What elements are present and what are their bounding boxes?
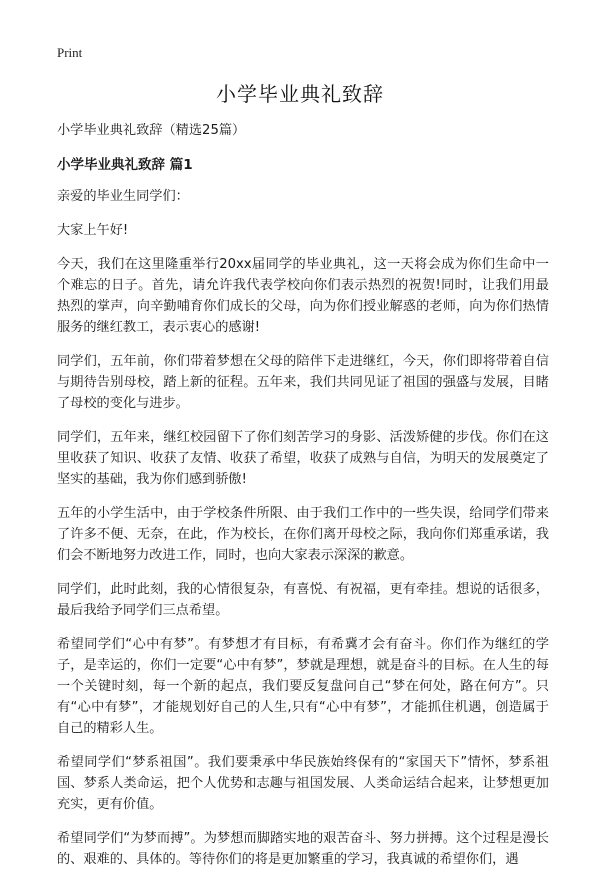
- document-subtitle: 小学毕业典礼致辞（精选25篇）: [57, 123, 246, 138]
- paragraph: 希望同学们“梦系祖国”。我们要秉承中华民族始终保有的“家国天下”情怀，梦系祖国、梦系人类命运，把个人优势和志趣与祖国发展、人类命运结合起来，让梦想更加充实，更有价值。: [57, 755, 549, 812]
- paragraph: 同学们，此时此刻，我的心情很复杂，有喜悦、有祝福，更有牵挂。想说的话很多，最后我给予同学们三点希望。: [57, 582, 549, 618]
- paragraph: 同学们，五年前，你们带着梦想在父母的陪伴下走进继红，今天，你们即将带着自信与期待告别母校，踏上新的征程。五年来，我们共同见证了祖国的强盛与发展，目睹了母校的变化与进步。: [57, 354, 549, 411]
- paragraph: 五年的小学生活中，由于学校条件所限、由于我们工作中的一些失误，给同学们带来了许多不便、无奈，在此，作为校长，在你们离开母校之际，我向你们郑重承诺，我们会不断地努力改进工作，同时，也向大家表示深深的歉意。: [57, 506, 549, 563]
- print-link[interactable]: Print: [57, 45, 83, 60]
- paragraph: 希望同学们“心中有梦”。有梦想才有目标，有希冀才会有奋斗。你们作为继红的学子，是幸运的，你们一定要“心中有梦”，梦就是理想，就是奋斗的目标。在人生的每一个关键时刻，每一个新的起点，我们要反复盘问自己“梦在何处，路在何方”。只有“心中有梦”，才能规划好自己的人生,只有“心中有梦”，才能抓住机遇，创造属于自己的精彩人生。: [57, 637, 549, 736]
- paragraph: 希望同学们“为梦而搏”。为梦想而脚踏实地的艰苦奋斗、努力拼搏。这个过程是漫长的、艰难的、具体的。等待你们的将是更加繁重的学习，我真诚的希望你们，遇: [57, 831, 549, 867]
- paragraph-salutation: 大家上午好!: [57, 223, 129, 238]
- paragraph-greeting: 亲爱的毕业生同学们：: [57, 189, 189, 204]
- paragraph: 今天，我们在这里隆重举行20xx届同学的毕业典礼，这一天将会成为你们生命中一个难忘的日子。首先，请允许我代表学校向你们表示热烈的祝贺!同时，让我们用最热烈的掌声，向辛勤哺育你们成长的父母，向为你们授业解惑的老师，向为你们热情服务的继红教工，表示衷心的感谢!: [57, 257, 549, 335]
- paragraph: 同学们，五年来，继红校园留下了你们刻苦学习的身影、活泼矫健的步伐。你们在这里收获了知识、收获了友情、收获了希望，收获了成熟与自信，为明天的发展奠定了坚实的基础，我为你们感到骄傲!: [57, 430, 549, 487]
- section-heading: 小学毕业典礼致辞 篇1: [57, 157, 193, 173]
- document-title: 小学毕业典礼致辞: [216, 82, 384, 106]
- document-body: [57, 120, 549, 883]
